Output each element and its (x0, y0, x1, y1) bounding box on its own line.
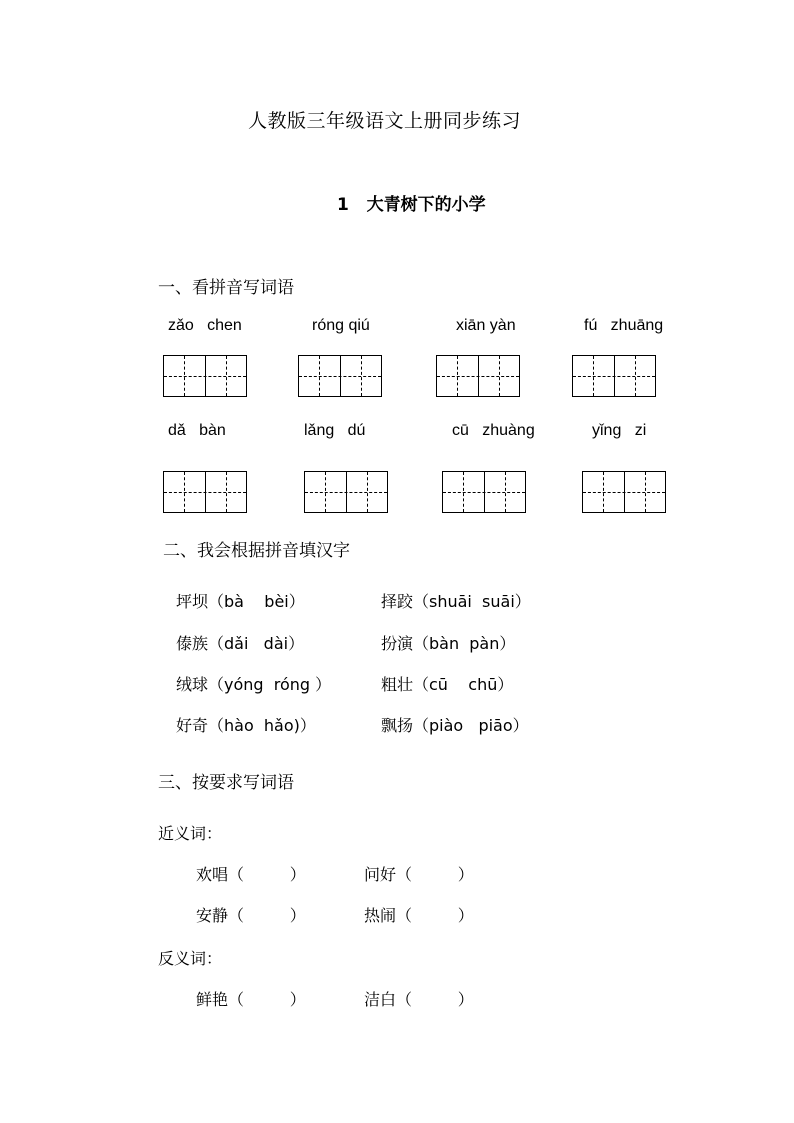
writing-grid[interactable] (436, 355, 520, 397)
pinyin-choice-item: 绒球（yóng róng ） (176, 675, 332, 694)
antonym-item: 洁白（ ） (364, 990, 474, 1009)
page-title: 人教版三年级语文上册同步练习 (248, 110, 522, 132)
pinyin-choice-item: 扮演（bàn pàn） (381, 634, 516, 653)
synonym-label: 近义词： (158, 824, 223, 843)
pinyin-label: róng qiú (312, 317, 370, 334)
section2-heading: 二、我会根据拼音填汉字 (163, 541, 350, 561)
pinyin-choice-item: 好奇（hào hǎo)） (176, 716, 316, 735)
pinyin-label: xiān yàn (456, 317, 516, 334)
pinyin-label: dǎ bàn (168, 422, 226, 439)
pinyin-label: fú zhuāng (584, 317, 664, 334)
writing-grid[interactable] (304, 471, 388, 513)
pinyin-choice-item: 傣族（dǎi dài） (176, 634, 305, 653)
pinyin-choice-item: 飘扬（piào piāo） (381, 716, 529, 735)
pinyin-label: lǎng dú (304, 422, 366, 439)
synonym-item: 欢唱（ ） (196, 865, 306, 884)
writing-grid[interactable] (582, 471, 666, 513)
synonym-item: 热闹（ ） (364, 906, 474, 925)
pinyin-choice-item: 坪坝（bà bèi） (176, 592, 305, 611)
synonym-item: 安静（ ） (196, 906, 306, 925)
antonym-label: 反义词： (158, 949, 223, 968)
pinyin-label: cū zhuàng (452, 422, 535, 439)
writing-grid[interactable] (572, 355, 656, 397)
pinyin-label: zǎo chen (168, 317, 242, 334)
pinyin-choice-item: 粗壮（cū chū） (381, 675, 514, 694)
writing-grid[interactable] (163, 355, 247, 397)
antonym-item: 鲜艳（ ） (196, 990, 306, 1009)
writing-grid[interactable] (442, 471, 526, 513)
writing-grid[interactable] (163, 471, 247, 513)
section1-heading: 一、看拼音写词语 (158, 278, 294, 298)
section3-heading: 三、按要求写词语 (158, 773, 294, 793)
pinyin-label: yǐng zi (592, 422, 647, 439)
synonym-item: 问好（ ） (364, 865, 474, 884)
writing-grid[interactable] (298, 355, 382, 397)
lesson-title: 1 大青树下的小学 (337, 195, 486, 215)
pinyin-choice-item: 择跤（shuāi suāi） (381, 592, 531, 611)
